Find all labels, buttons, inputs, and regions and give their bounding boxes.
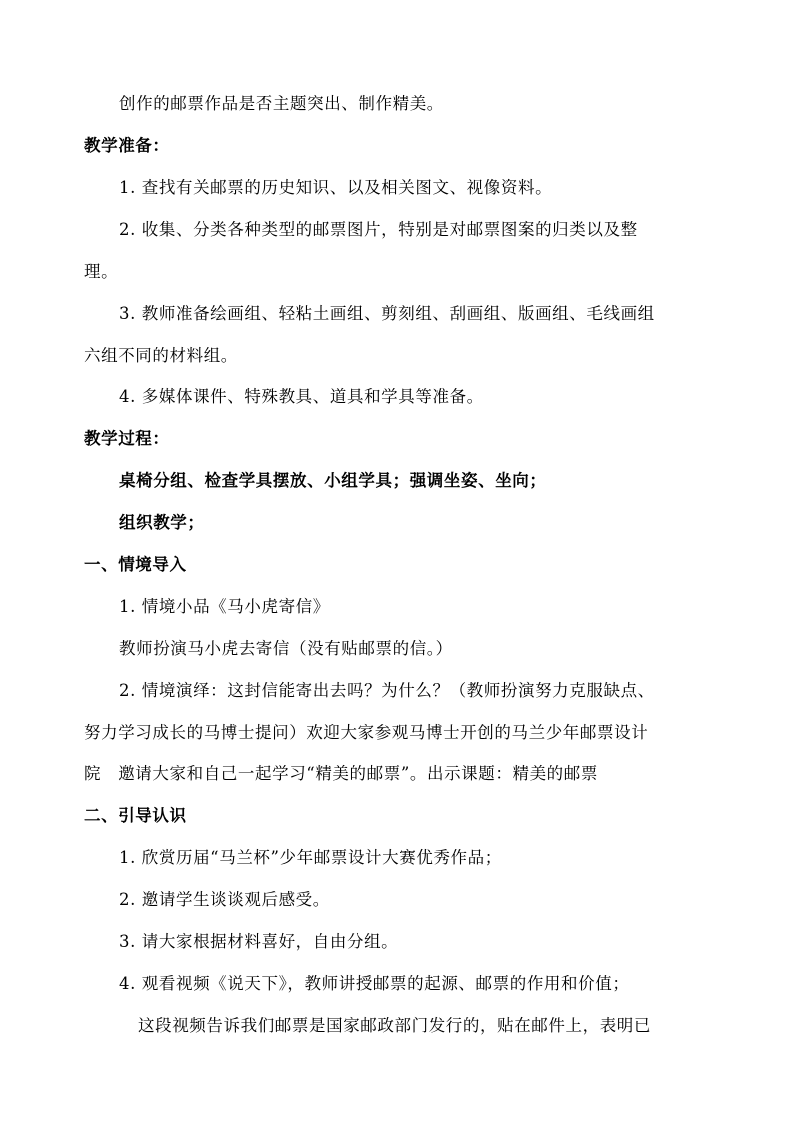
process-organize-desks: 桌椅分组、检查学具摆放、小组学具；强调坐姿、坐向； bbox=[119, 471, 547, 490]
heading-teaching-process: 教学过程： bbox=[84, 429, 170, 448]
sec2-item-2: 2. 邀请学生谈谈观后感受。 bbox=[119, 890, 330, 909]
process-organize-teaching: 组织教学； bbox=[119, 513, 205, 532]
sec1-item-1-detail: 教师扮演马小虎去寄信（没有贴邮票的信。） bbox=[119, 639, 453, 658]
sec2-item-3: 3. 请大家根据材料喜好，自由分组。 bbox=[119, 932, 399, 951]
prep-item-3-line-1: 3. 教师准备绘画组、轻粘土画组、剪刻组、刮画组、版画组、毛线画组 bbox=[119, 304, 655, 323]
section-heading-2: 二、引导认识 bbox=[84, 806, 187, 825]
sec1-item-2-line-3: 院 邀请大家和自己一起学习“精美的邮票”。出示课题：精美的邮票 bbox=[84, 764, 598, 783]
prep-item-2-line-1: 2. 收集、分类各种类型的邮票图片，特别是对邮票图案的归类以及整 bbox=[119, 220, 638, 239]
sec1-item-2-line-1: 2. 情境演绎：这封信能寄出去吗？为什么？（教师扮演努力克服缺点、 bbox=[119, 681, 655, 700]
heading-teaching-preparation: 教学准备： bbox=[84, 136, 170, 155]
sec1-item-1: 1. 情境小品《马小虎寄信》 bbox=[119, 597, 330, 616]
sec2-item-4: 4. 观看视频《说天下》，教师讲授邮票的起源、邮票的作用和价值； bbox=[119, 974, 630, 993]
section-heading-1: 一、情境导入 bbox=[84, 555, 187, 574]
prep-item-1: 1. 查找有关邮票的历史知识、以及相关图文、视像资料。 bbox=[119, 178, 553, 197]
sec2-video-explanation: 这段视频告诉我们邮票是国家邮政部门发行的，贴在邮件上，表明已 bbox=[138, 1016, 651, 1035]
paragraph-evaluation-end: 创作的邮票作品是否主题突出、制作精美。 bbox=[119, 94, 444, 113]
sec1-item-2-line-2: 努力学习成长的马博士提问）欢迎大家参观马博士开创的马兰少年邮票设计 bbox=[84, 723, 649, 742]
prep-item-2-line-2: 理。 bbox=[84, 262, 119, 281]
prep-item-4: 4. 多媒体课件、特殊教具、道具和学具等准备。 bbox=[119, 387, 484, 406]
prep-item-3-line-2: 六组不同的材料组。 bbox=[84, 346, 238, 365]
sec2-item-1: 1. 欣赏历届“马兰杯”少年邮票设计大赛优秀作品； bbox=[119, 848, 502, 867]
